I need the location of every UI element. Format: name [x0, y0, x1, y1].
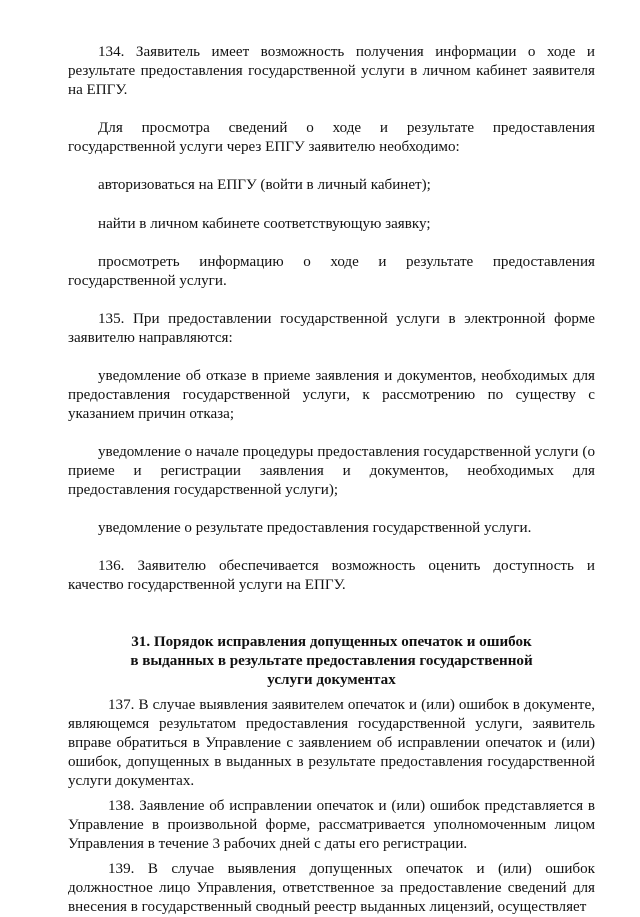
section-heading	[68, 633, 595, 690]
section-heading-line-3: услуги документах	[267, 672, 396, 688]
paragraph-138: 138. Заявление об исправлении опечаток и (или) ошибок представляется в Управление в произвольной форме, рассматривается уполномоченным лицом Управления в течение 3 рабочих дней с даты его регистрации.	[68, 798, 595, 852]
paragraph-135: 135. При предоставлении государственной услуги в электронной форме заявителю направляются:	[68, 311, 595, 346]
list-item-refusal-notice: уведомление об отказе в приеме заявления и документов, необходимых для предоставления государственной услуги, к рассмотрению по существу с указанием причин отказа;	[68, 368, 595, 422]
paragraph-139: 139. В случае выявления допущенных опечаток и (или) ошибок должностное лицо Управления, ответственное за предоставление сведений для внесения в государственный сводный реестр выданных лицензий, осуществляет	[68, 861, 595, 915]
section-heading-line-2: в выданных в результате предоставления государственной	[130, 653, 533, 669]
list-item-start-notice: уведомление о начале процедуры предоставления государственной услуги (о приеме и регистрации заявления и документов, необходимых для предоставления государственной услуги);	[68, 444, 595, 498]
list-item-authorize: авторизоваться на ЕПГУ (войти в личный кабинет);	[98, 177, 431, 193]
paragraph-136: 136. Заявителю обеспечивается возможность оценить доступность и качество государственной услуги на ЕПГУ.	[68, 558, 595, 593]
paragraph-134: 134. Заявитель имеет возможность получения информации о ходе и результате предоставления государственной услуги в личном кабинет заявителя на ЕПГУ.	[68, 44, 595, 98]
paragraph-view-info: Для просмотра сведений о ходе и результате предоставления государственной услуги через ЕПГУ заявителю необходимо:	[68, 120, 595, 155]
list-item-view-result: просмотреть информацию о ходе и результате предоставления государственной услуги.	[68, 254, 595, 289]
list-item-result-notice: уведомление о результате предоставления государственной услуги.	[98, 520, 532, 536]
section-heading-line-1: 31. Порядок исправления допущенных опечаток и ошибок	[131, 634, 532, 650]
list-item-find-request: найти в личном кабинете соответствующую заявку;	[98, 216, 431, 232]
paragraph-137: 137. В случае выявления заявителем опечаток и (или) ошибок в документе, являющемся результатом предоставления государственной услуги, заявитель вправе обратиться в Управление с заявлением об исправлении опечаток и (или) ошибок, допущенных в выданных в результате предоставления государственной услуги документах.	[68, 697, 595, 789]
